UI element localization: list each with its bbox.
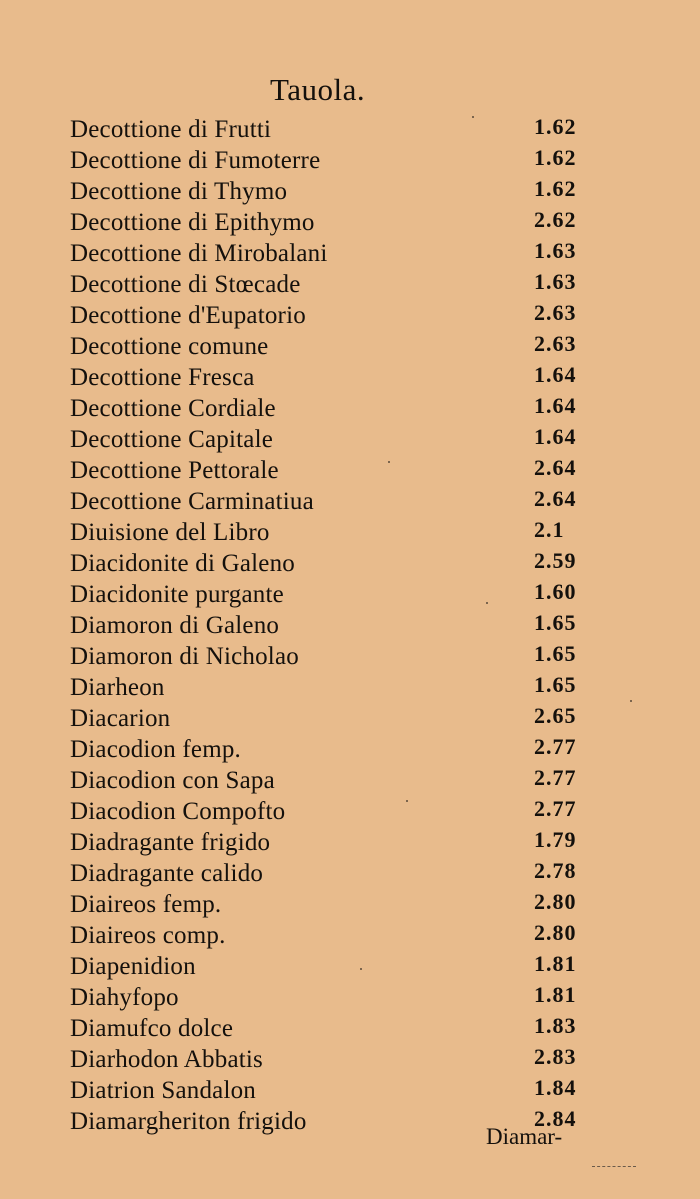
- index-entry: [0, 269, 700, 300]
- entry-reference: 2.77: [534, 796, 577, 821]
- entry-reference: 1.79: [534, 827, 577, 852]
- entry-name: Decottione di Stœcade: [70, 271, 301, 298]
- index-entry: [0, 548, 700, 579]
- index-list: [0, 114, 700, 1137]
- ink-speck: [406, 800, 408, 802]
- entry-name: Decottione di Fumoterre: [70, 147, 321, 174]
- index-entry: [0, 951, 700, 982]
- entry-name: Diamufco dolce: [70, 1015, 234, 1042]
- entry-reference: 2.64: [534, 455, 577, 480]
- entry-reference: 1.63: [534, 269, 577, 294]
- entry-reference: 2.77: [534, 734, 577, 759]
- entry-reference: 1.64: [534, 393, 577, 418]
- entry-reference: 2.63: [534, 300, 577, 325]
- index-entry: [0, 207, 700, 238]
- index-entry: [0, 610, 700, 641]
- index-entry: [0, 114, 700, 145]
- entry-reference: 2.64: [534, 486, 577, 511]
- entry-name: Diarheon: [70, 674, 165, 701]
- index-entry: [0, 393, 700, 424]
- index-entry: [0, 641, 700, 672]
- entry-name: Diadragante calido: [70, 860, 264, 887]
- entry-name: Decottione di Epithymo: [70, 209, 315, 236]
- ink-speck: [472, 116, 474, 118]
- entry-name: Diamargheriton frigido: [70, 1108, 307, 1135]
- entry-name: Decottione di Frutti: [70, 116, 272, 143]
- entry-name: Decottione Pettorale: [70, 457, 279, 484]
- index-entry: [0, 238, 700, 269]
- index-entry: [0, 424, 700, 455]
- entry-reference: 1.83: [534, 1013, 577, 1038]
- entry-reference: 1.65: [534, 672, 577, 697]
- entry-name: Diacidonite purgante: [70, 581, 284, 608]
- ink-speck: [388, 461, 390, 463]
- entry-reference: 1.62: [534, 145, 577, 170]
- index-entry: [0, 920, 700, 951]
- index-entry: [0, 300, 700, 331]
- index-entry: [0, 517, 700, 548]
- entry-reference: 1.84: [534, 1075, 577, 1100]
- entry-name: Diuisione del Libro: [70, 519, 270, 546]
- entry-name: Diamoron di Nicholao: [70, 643, 299, 670]
- entry-reference: 2.63: [534, 331, 577, 356]
- entry-reference: 2.84: [534, 1106, 577, 1131]
- entry-name: Diadragante frigido: [70, 829, 271, 856]
- entry-reference: 1.64: [534, 424, 577, 449]
- entry-name: Diatrion Sandalon: [70, 1077, 257, 1104]
- entry-name: Diapenidion: [70, 953, 196, 980]
- entry-name: Decottione di Mirobalani: [70, 240, 328, 267]
- index-entry: [0, 1106, 700, 1137]
- entry-name: Decottione comune: [70, 333, 269, 360]
- index-entry: [0, 176, 700, 207]
- index-entry: [0, 672, 700, 703]
- entry-reference: 2.1: [534, 517, 565, 542]
- entry-reference: 2.59: [534, 548, 577, 573]
- entry-name: Decottione Carminatiua: [70, 488, 314, 515]
- index-entry: [0, 703, 700, 734]
- entry-name: Decottione Fresca: [70, 364, 255, 391]
- entry-name: Diamoron di Galeno: [70, 612, 280, 639]
- entry-reference: 1.62: [534, 114, 577, 139]
- index-entry: [0, 827, 700, 858]
- entry-reference: 2.83: [534, 1044, 577, 1069]
- edge-marks: [592, 1166, 636, 1168]
- entry-name: Diacodion con Sapa: [70, 767, 275, 794]
- entry-name: Diacodion femp.: [70, 736, 242, 763]
- entry-reference: 1.62: [534, 176, 577, 201]
- ink-speck: [360, 968, 362, 970]
- index-entry: [0, 362, 700, 393]
- entry-name: Diaireos femp.: [70, 891, 222, 918]
- entry-name: Diarhodon Abbatis: [70, 1046, 263, 1073]
- entry-name: Diahyfopo: [70, 984, 179, 1011]
- index-entry: [0, 734, 700, 765]
- entry-name: Decottione Capitale: [70, 426, 274, 453]
- entry-name: Diacodion Compofto: [70, 798, 286, 825]
- entry-reference: 1.60: [534, 579, 577, 604]
- entry-reference: 1.63: [534, 238, 577, 263]
- entry-reference: 1.65: [534, 641, 577, 666]
- entry-reference: 1.65: [534, 610, 577, 635]
- index-entry: [0, 765, 700, 796]
- index-entry: [0, 796, 700, 827]
- entry-name: Decottione Cordiale: [70, 395, 276, 422]
- catchword: Diamar-: [486, 1124, 563, 1149]
- entry-name: Decottione d'Eupatorio: [70, 302, 306, 329]
- index-entry: [0, 455, 700, 486]
- index-entry: [0, 1075, 700, 1106]
- entry-reference: 2.65: [534, 703, 577, 728]
- entry-reference: 2.80: [534, 889, 577, 914]
- entry-reference: 2.77: [534, 765, 577, 790]
- entry-reference: 2.78: [534, 858, 577, 883]
- index-entry: [0, 486, 700, 517]
- index-entry: [0, 982, 700, 1013]
- entry-name: Diacarion: [70, 705, 171, 732]
- entry-reference: 1.81: [534, 951, 577, 976]
- entry-reference: 1.81: [534, 982, 577, 1007]
- index-entry: [0, 331, 700, 362]
- entry-name: Decottione di Thymo: [70, 178, 288, 205]
- index-entry: [0, 1044, 700, 1075]
- index-entry: [0, 858, 700, 889]
- entry-reference: 1.64: [534, 362, 577, 387]
- index-entry: [0, 1013, 700, 1044]
- entry-reference: 2.80: [534, 920, 577, 945]
- page-title: Tauola.: [270, 72, 366, 107]
- ink-speck: [486, 602, 488, 604]
- entry-name: Diacidonite di Galeno: [70, 550, 295, 577]
- entry-name: Diaireos comp.: [70, 922, 226, 949]
- entry-reference: 2.62: [534, 207, 577, 232]
- index-entry: [0, 889, 700, 920]
- index-entry: [0, 579, 700, 610]
- ink-speck: [630, 700, 632, 702]
- index-entry: [0, 145, 700, 176]
